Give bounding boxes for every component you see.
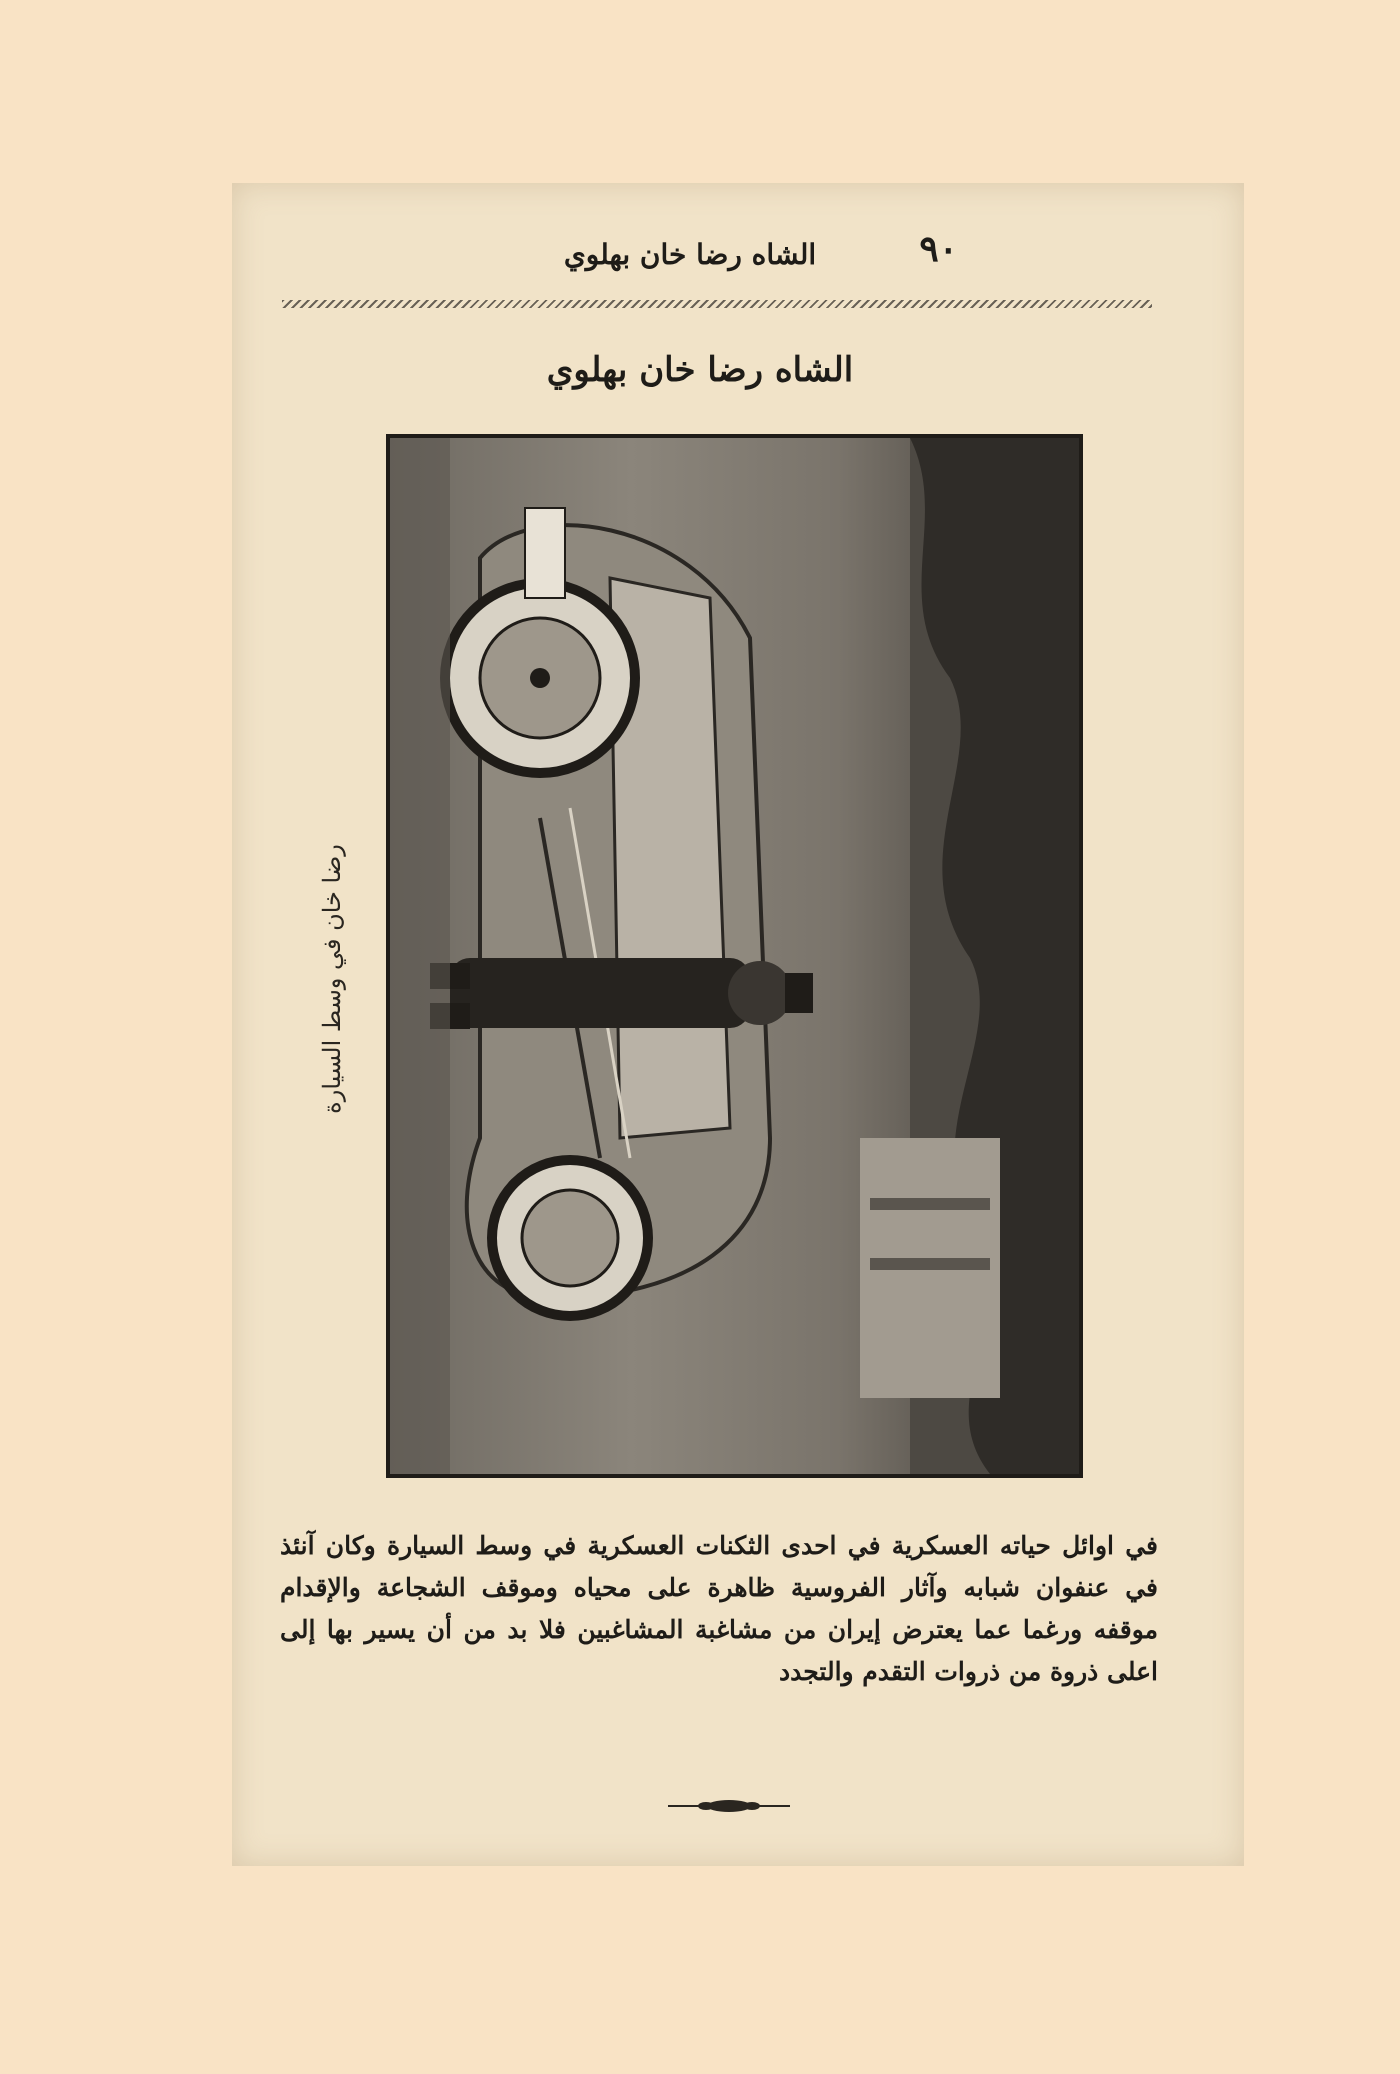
car-photo-illustration: [390, 438, 1079, 1474]
side-caption-text: رضا خان في وسط السيارة: [318, 844, 346, 1114]
page-number: ٩٠: [919, 228, 958, 270]
running-header: الشاه رضا خان بهلوي: [563, 238, 817, 271]
photo: [386, 434, 1083, 1478]
photo-title: الشاه رضا خان بهلوي: [546, 350, 854, 390]
header-rule: [282, 300, 1152, 308]
ornament-divider: [668, 1798, 790, 1814]
side-caption: [292, 820, 372, 1140]
paragraph: في اوائل حياته العسكرية في احدى الثكنات العسكرية في وسط السيارة وكان آنئذ في عنفوان شبابه وآثار الفروسية ظاهرة على محياه وموقف الشجاعة والإقدام موقفه ورغما عما يعترض إيران من مشاغبة المشاغبين فلا بد من أن يسير بها إلى اعلى ذروة من ذروات التقدم والتجدد: [280, 1531, 1158, 1686]
